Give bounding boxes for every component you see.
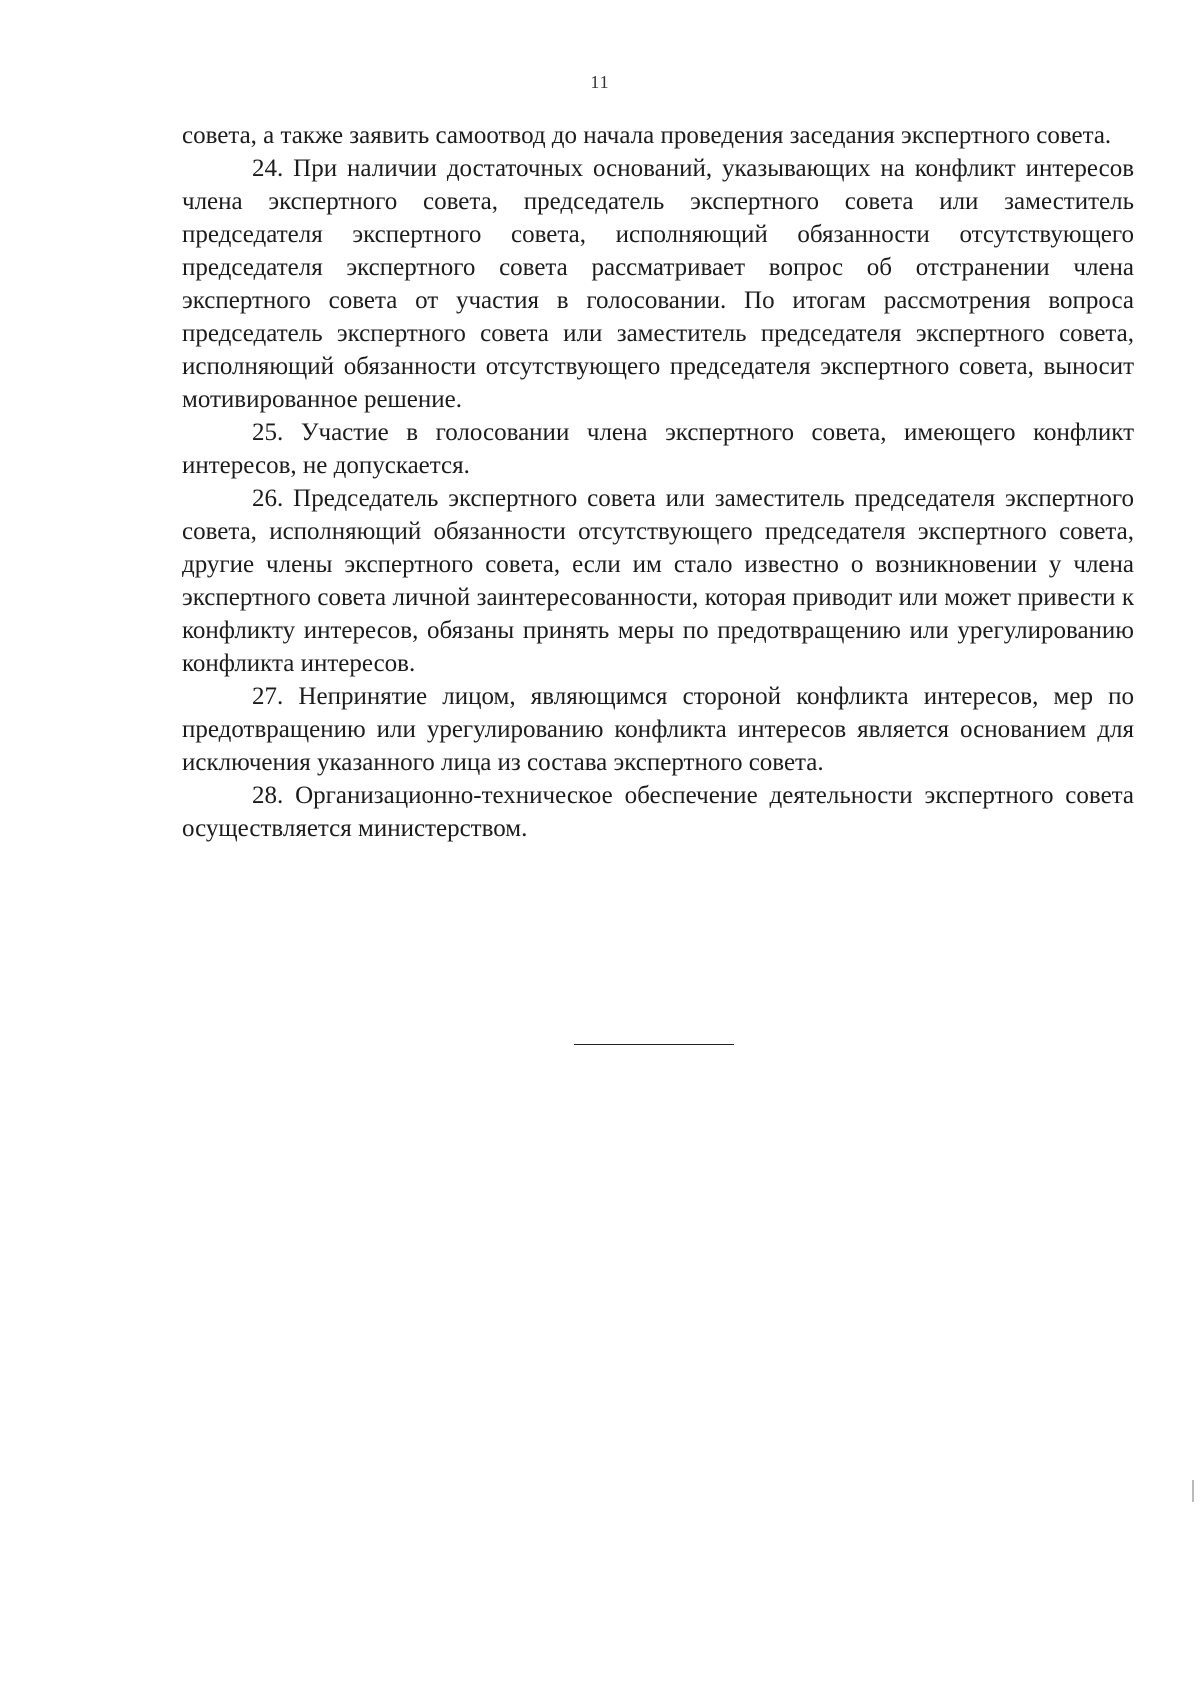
scan-artifact [1192,1480,1194,1502]
paragraph-24: 24. При наличии достаточных оснований, указывающих на конфликт интересов члена экспертного совета, председатель экспертного совета или заместитель председателя экспертного совета, исполняющий обязанности отсутствующего председателя экспертного совета рассматривает вопрос об отстранении члена экспертного совета от участия в голосовании. По итогам рассмотрения вопроса председатель экспертного совета или заместитель председателя экспертного совета, исполняющий обязанности отсутствующего председателя экспертного совета, выносит мотивированное решение. [182,155,1134,413]
paragraph-continuation: совета, а также заявить самоотвод до начала проведения заседания экспертного совета. [182,122,1112,149]
paragraph-26: 26. Председатель экспертного совета или заместитель председателя экспертного совета, исполняющий обязанности отсутствующего председателя экспертного совета, другие члены экспертного совета, если им стало известно о возникновении у члена экспертного совета личной заинтересованности, которая приводит или может привести к конфликту интересов, обязаны принять меры по предотвращению или урегулированию конфликта интересов. [182,485,1134,677]
paragraph-28: 28. Организационно-техническое обеспечение деятельности экспертного совета осуществляется министерством. [182,782,1134,842]
document-body [182,119,1134,845]
page-number: 11 [590,72,610,92]
paragraph-27: 27. Непринятие лицом, являющимся стороной конфликта интересов, мер по предотвращению или урегулированию конфликта интересов является основанием для исключения указанного лица из состава экспертного совета. [182,683,1134,776]
paragraph-25: 25. Участие в голосовании члена экспертного совета, имеющего конфликт интересов, не допускается. [182,419,1134,479]
end-of-document-rule [574,1044,734,1045]
